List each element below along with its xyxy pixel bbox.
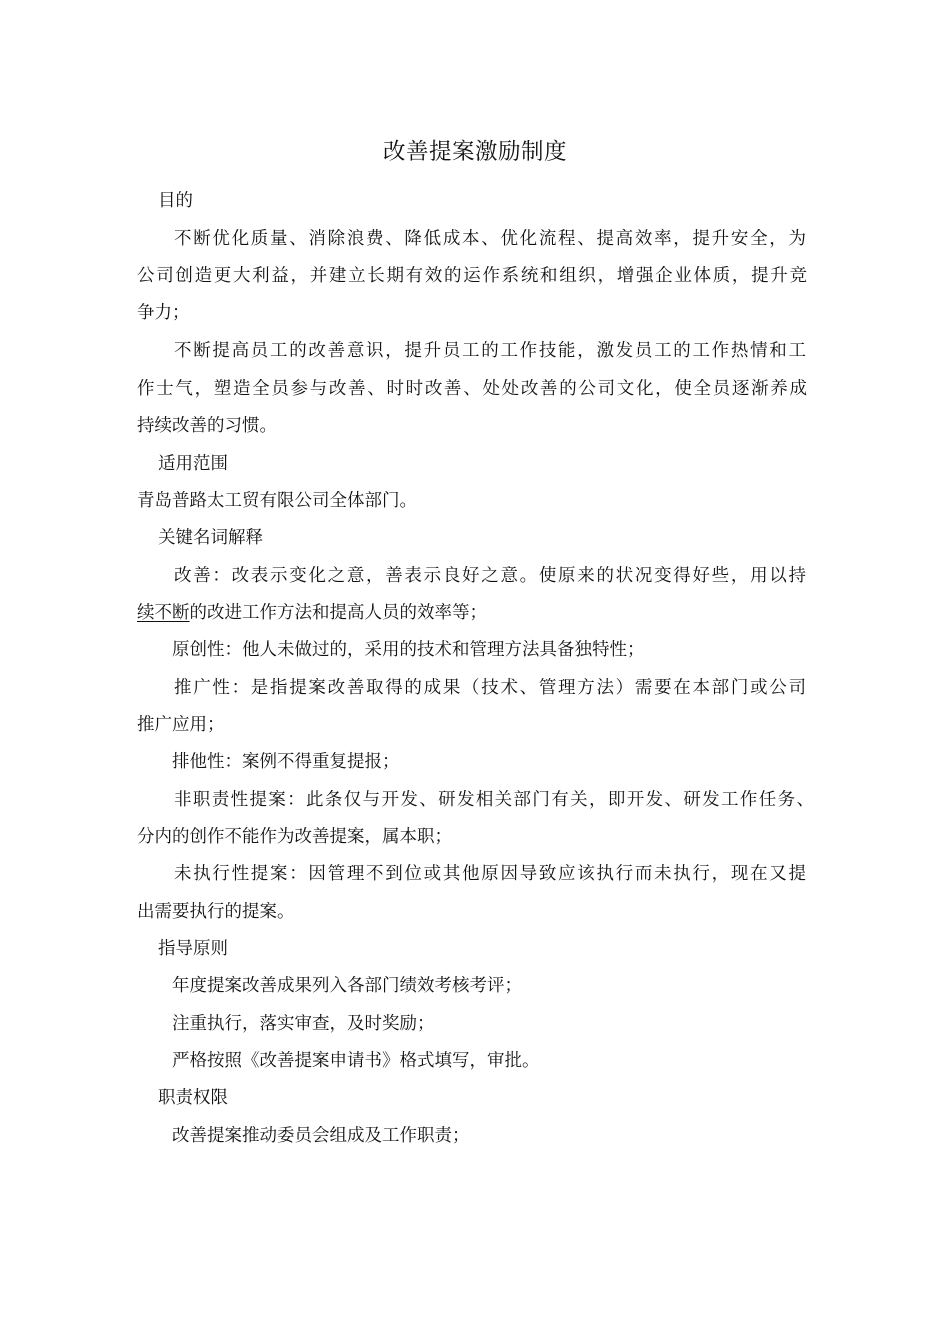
purpose-paragraph-2-line-3: 持续改善的习惯。 xyxy=(137,416,277,436)
term-nonduty-line-1: 非职责性提案：此条仅与开发、研发相关部门有关，即开发、研发工作任务、 xyxy=(174,790,814,810)
purpose-paragraph-2-line-1: 不断提高员工的改善意识，提升员工的工作技能，激发员工的工作热情和工 xyxy=(174,341,806,361)
underlined-text: 续不断 xyxy=(137,603,190,623)
purpose-paragraph-1-line-1: 不断优化质量、消除浪费、降低成本、优化流程、提高效率，提升安全，为 xyxy=(174,229,806,249)
purpose-paragraph-1-line-2: 公司创造更大利益，并建立长期有效的运作系统和组织，增强企业体质，提升竞 xyxy=(137,266,807,286)
principle-item-2: 注重执行，落实审查，及时奖励； xyxy=(172,1014,435,1034)
term-promote-line-2: 推广应用； xyxy=(137,715,225,735)
term-promote-line-1: 推广性：是指提案改善取得的成果（技术、管理方法）需要在本部门或公司 xyxy=(174,678,806,698)
term-unexecuted-line-2: 出需要执行的提案。 xyxy=(137,902,295,922)
principle-item-1: 年度提案改善成果列入各部门绩效考核考评； xyxy=(172,976,522,996)
page-title: 改善提案激励制度 xyxy=(382,139,567,165)
term-improve-line-2 xyxy=(137,598,487,628)
principle-item-3: 严格按照《改善提案申请书》格式填写，审批。 xyxy=(172,1051,540,1071)
authority-text: 改善提案推动委员会组成及工作职责； xyxy=(172,1126,470,1146)
section-heading-authority: 职责权限 xyxy=(158,1088,228,1108)
section-heading-scope: 适用范围 xyxy=(158,454,228,474)
purpose-paragraph-1-line-3: 争力； xyxy=(137,303,190,323)
scope-text: 青岛普路太工贸有限公司全体部门。 xyxy=(137,491,417,511)
term-unexecuted-line-1: 未执行性提案：因管理不到位或其他原因导致应该执行而未执行，现在又提 xyxy=(174,864,806,884)
term-improve-line-2-rest: 的改进工作方法和提高人员的效率等； xyxy=(189,603,487,623)
section-heading-principles: 指导原则 xyxy=(158,939,228,959)
term-original: 原创性：他人未做过的，采用的技术和管理方法具备独特性； xyxy=(172,640,645,660)
term-exclusive: 排他性：案例不得重复提报； xyxy=(172,752,400,772)
section-heading-purpose: 目的 xyxy=(158,191,193,211)
term-nonduty-line-2: 分内的创作不能作为改善提案，属本职； xyxy=(137,827,452,847)
term-improve-line-1: 改善：改表示变化之意，善表示良好之意。使原来的状况变得好些，用以持 xyxy=(174,566,806,586)
purpose-paragraph-2-line-2: 作士气，塑造全员参与改善、时时改善、处处改善的公司文化，使全员逐渐养成 xyxy=(137,379,807,399)
section-heading-terms: 关键名词解释 xyxy=(158,528,263,548)
